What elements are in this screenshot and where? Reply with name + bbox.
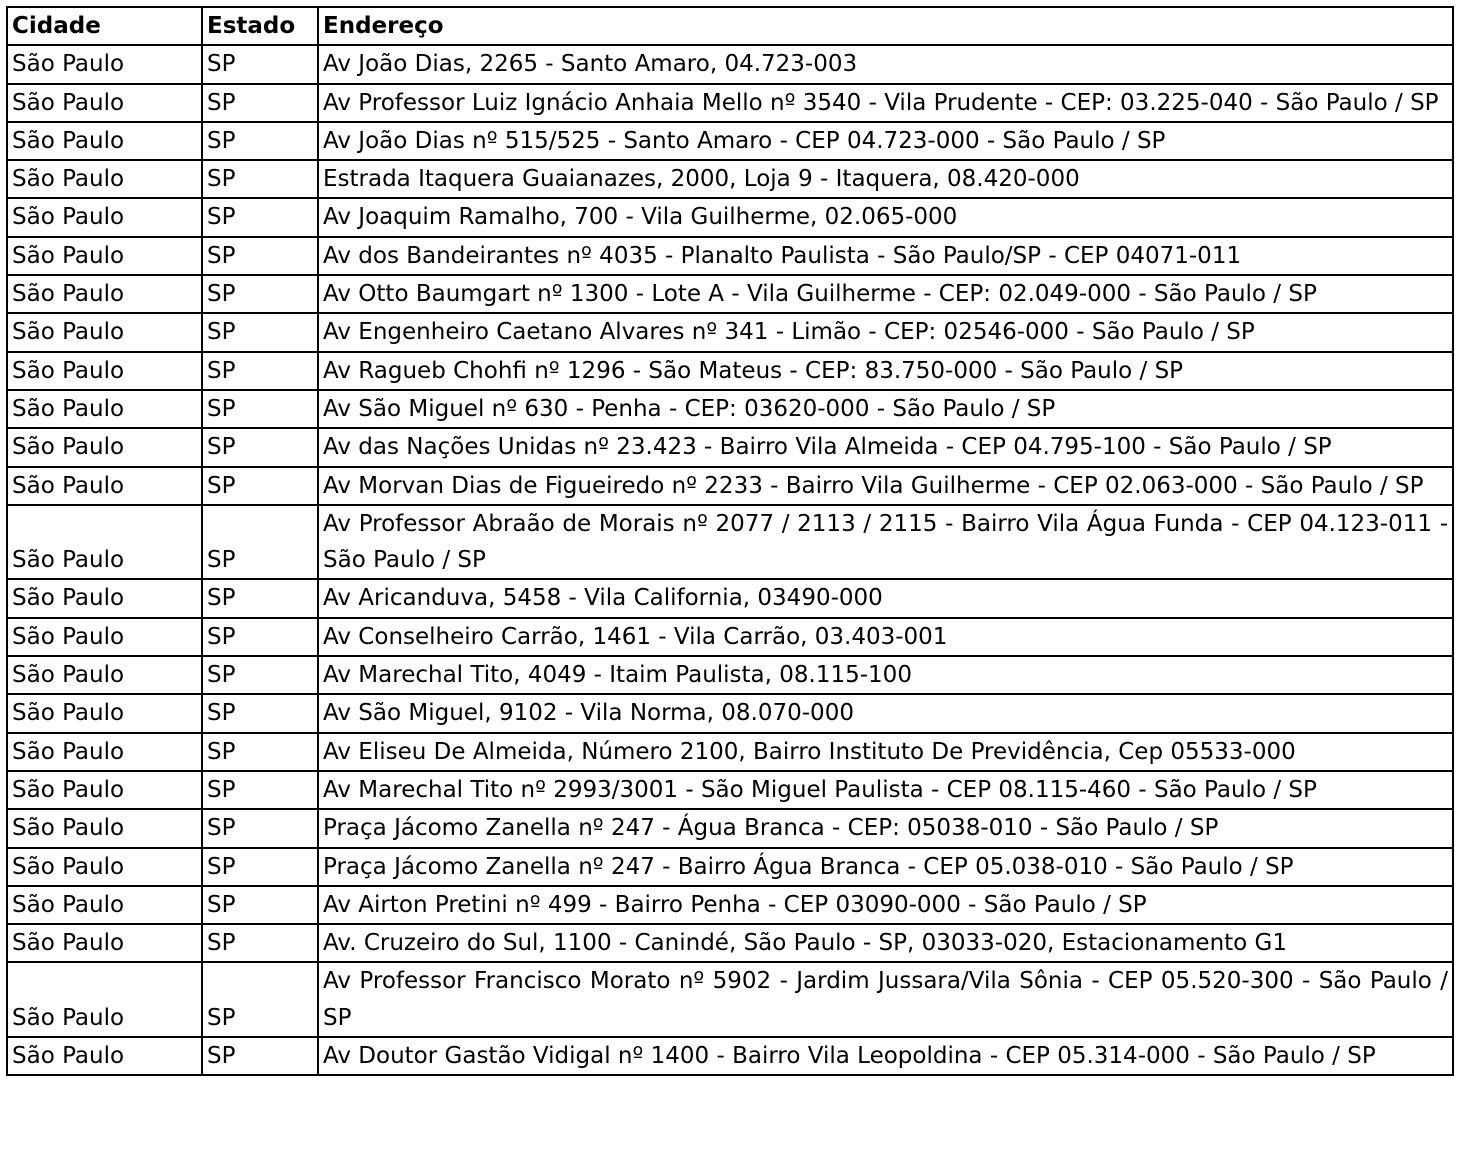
cell-cidade: São Paulo: [7, 771, 202, 809]
cell-endereco: Av Marechal Tito, 4049 - Itaim Paulista, 08.115-100: [318, 656, 1453, 694]
cell-cidade: São Paulo: [7, 962, 202, 1037]
table-row: [7, 198, 1453, 236]
table-row: [7, 924, 1453, 962]
cell-endereco: Av dos Bandeirantes nº 4035 - Planalto Paulista - São Paulo/SP - CEP 04071-011: [318, 237, 1453, 275]
cell-cidade: São Paulo: [7, 694, 202, 732]
table-row: [7, 390, 1453, 428]
table-row: [7, 809, 1453, 847]
cell-estado: SP: [202, 962, 318, 1037]
table-row: [7, 313, 1453, 351]
cell-endereco: Av Professor Abraão de Morais nº 2077 / 2113 / 2115 - Bairro Vila Água Funda - CEP 04.123-011 - São Paulo / SP: [318, 505, 1453, 580]
cell-estado: SP: [202, 122, 318, 160]
cell-estado: SP: [202, 771, 318, 809]
cell-cidade: São Paulo: [7, 1037, 202, 1075]
cell-estado: SP: [202, 428, 318, 466]
cell-endereco: Av Eliseu De Almeida, Número 2100, Bairro Instituto De Previdência, Cep 05533-000: [318, 733, 1453, 771]
cell-estado: SP: [202, 579, 318, 617]
table-row: [7, 122, 1453, 160]
cell-estado: SP: [202, 886, 318, 924]
table-row: [7, 848, 1453, 886]
cell-estado: SP: [202, 160, 318, 198]
table-row: [7, 352, 1453, 390]
table-row: [7, 84, 1453, 122]
table-row: [7, 237, 1453, 275]
table-row: [7, 771, 1453, 809]
cell-endereco: Av Marechal Tito nº 2993/3001 - São Miguel Paulista - CEP 08.115-460 - São Paulo / SP: [318, 771, 1453, 809]
cell-endereco: Praça Jácomo Zanella nº 247 - Água Branca - CEP: 05038-010 - São Paulo / SP: [318, 809, 1453, 847]
table-body: [7, 45, 1453, 1075]
cell-endereco: Av João Dias, 2265 - Santo Amaro, 04.723-003: [318, 45, 1453, 83]
cell-endereco: Av Otto Baumgart nº 1300 - Lote A - Vila Guilherme - CEP: 02.049-000 - São Paulo / SP: [318, 275, 1453, 313]
cell-cidade: São Paulo: [7, 198, 202, 236]
cell-cidade: São Paulo: [7, 809, 202, 847]
table-row: [7, 428, 1453, 466]
table-row: [7, 694, 1453, 732]
cell-cidade: São Paulo: [7, 733, 202, 771]
table-row: [7, 505, 1453, 580]
cell-estado: SP: [202, 733, 318, 771]
header-estado: Estado: [202, 7, 318, 45]
cell-estado: SP: [202, 390, 318, 428]
table-row: [7, 45, 1453, 83]
cell-cidade: São Paulo: [7, 237, 202, 275]
cell-estado: SP: [202, 352, 318, 390]
cell-cidade: São Paulo: [7, 160, 202, 198]
cell-estado: SP: [202, 505, 318, 580]
cell-endereco: Av Professor Luiz Ignácio Anhaia Mello nº 3540 - Vila Prudente - CEP: 03.225-040 - São Paulo / SP: [318, 84, 1453, 122]
cell-cidade: São Paulo: [7, 467, 202, 505]
header-endereco: Endereço: [318, 7, 1453, 45]
cell-endereco: Av São Miguel nº 630 - Penha - CEP: 03620-000 - São Paulo / SP: [318, 390, 1453, 428]
cell-endereco: Av Conselheiro Carrão, 1461 - Vila Carrão, 03.403-001: [318, 618, 1453, 656]
cell-estado: SP: [202, 656, 318, 694]
table-row: [7, 962, 1453, 1037]
cell-endereco: Av São Miguel, 9102 - Vila Norma, 08.070-000: [318, 694, 1453, 732]
cell-cidade: São Paulo: [7, 122, 202, 160]
cell-estado: SP: [202, 467, 318, 505]
cell-cidade: São Paulo: [7, 924, 202, 962]
cell-cidade: São Paulo: [7, 428, 202, 466]
cell-endereco: Av Professor Francisco Morato nº 5902 - Jardim Jussara/Vila Sônia - CEP 05.520-300 - São Paulo / SP: [318, 962, 1453, 1037]
cell-estado: SP: [202, 618, 318, 656]
cell-estado: SP: [202, 198, 318, 236]
cell-endereco: Av João Dias nº 515/525 - Santo Amaro - CEP 04.723-000 - São Paulo / SP: [318, 122, 1453, 160]
table-row: [7, 160, 1453, 198]
table-row: [7, 656, 1453, 694]
cell-cidade: São Paulo: [7, 579, 202, 617]
cell-endereco: Av Aricanduva, 5458 - Vila California, 03490-000: [318, 579, 1453, 617]
cell-cidade: São Paulo: [7, 313, 202, 351]
header-cidade: Cidade: [7, 7, 202, 45]
cell-cidade: São Paulo: [7, 848, 202, 886]
cell-endereco: Av Morvan Dias de Figueiredo nº 2233 - Bairro Vila Guilherme - CEP 02.063-000 - São Paulo / SP: [318, 467, 1453, 505]
table-row: [7, 733, 1453, 771]
cell-endereco: Av das Nações Unidas nº 23.423 - Bairro Vila Almeida - CEP 04.795-100 - São Paulo / SP: [318, 428, 1453, 466]
table-row: [7, 1037, 1453, 1075]
cell-endereco: Av Airton Pretini nº 499 - Bairro Penha - CEP 03090-000 - São Paulo / SP: [318, 886, 1453, 924]
cell-endereco: Av Doutor Gastão Vidigal nº 1400 - Bairro Vila Leopoldina - CEP 05.314-000 - São Paulo / SP: [318, 1037, 1453, 1075]
cell-cidade: São Paulo: [7, 886, 202, 924]
cell-endereco: Estrada Itaquera Guaianazes, 2000, Loja 9 - Itaquera, 08.420-000: [318, 160, 1453, 198]
cell-cidade: São Paulo: [7, 618, 202, 656]
cell-cidade: São Paulo: [7, 390, 202, 428]
cell-endereco: Av Engenheiro Caetano Alvares nº 341 - Limão - CEP: 02546-000 - São Paulo / SP: [318, 313, 1453, 351]
cell-endereco: Praça Jácomo Zanella nº 247 - Bairro Água Branca - CEP 05.038-010 - São Paulo / SP: [318, 848, 1453, 886]
cell-cidade: São Paulo: [7, 84, 202, 122]
cell-estado: SP: [202, 45, 318, 83]
cell-cidade: São Paulo: [7, 352, 202, 390]
cell-estado: SP: [202, 848, 318, 886]
cell-cidade: São Paulo: [7, 45, 202, 83]
cell-estado: SP: [202, 84, 318, 122]
table-row: [7, 886, 1453, 924]
table-row: [7, 467, 1453, 505]
cell-estado: SP: [202, 809, 318, 847]
cell-estado: SP: [202, 924, 318, 962]
table-row: [7, 579, 1453, 617]
header-row: [7, 7, 1453, 45]
cell-estado: SP: [202, 694, 318, 732]
cell-cidade: São Paulo: [7, 275, 202, 313]
table-row: [7, 275, 1453, 313]
cell-endereco: Av Joaquim Ramalho, 700 - Vila Guilherme, 02.065-000: [318, 198, 1453, 236]
cell-estado: SP: [202, 1037, 318, 1075]
cell-estado: SP: [202, 275, 318, 313]
cell-estado: SP: [202, 237, 318, 275]
cell-endereco: Av. Cruzeiro do Sul, 1100 - Canindé, São Paulo - SP, 03033-020, Estacionamento G1: [318, 924, 1453, 962]
table-row: [7, 618, 1453, 656]
cell-cidade: São Paulo: [7, 656, 202, 694]
address-table: [6, 6, 1454, 1076]
cell-endereco: Av Ragueb Chohfi nº 1296 - São Mateus - CEP: 83.750-000 - São Paulo / SP: [318, 352, 1453, 390]
cell-cidade: São Paulo: [7, 505, 202, 580]
cell-estado: SP: [202, 313, 318, 351]
